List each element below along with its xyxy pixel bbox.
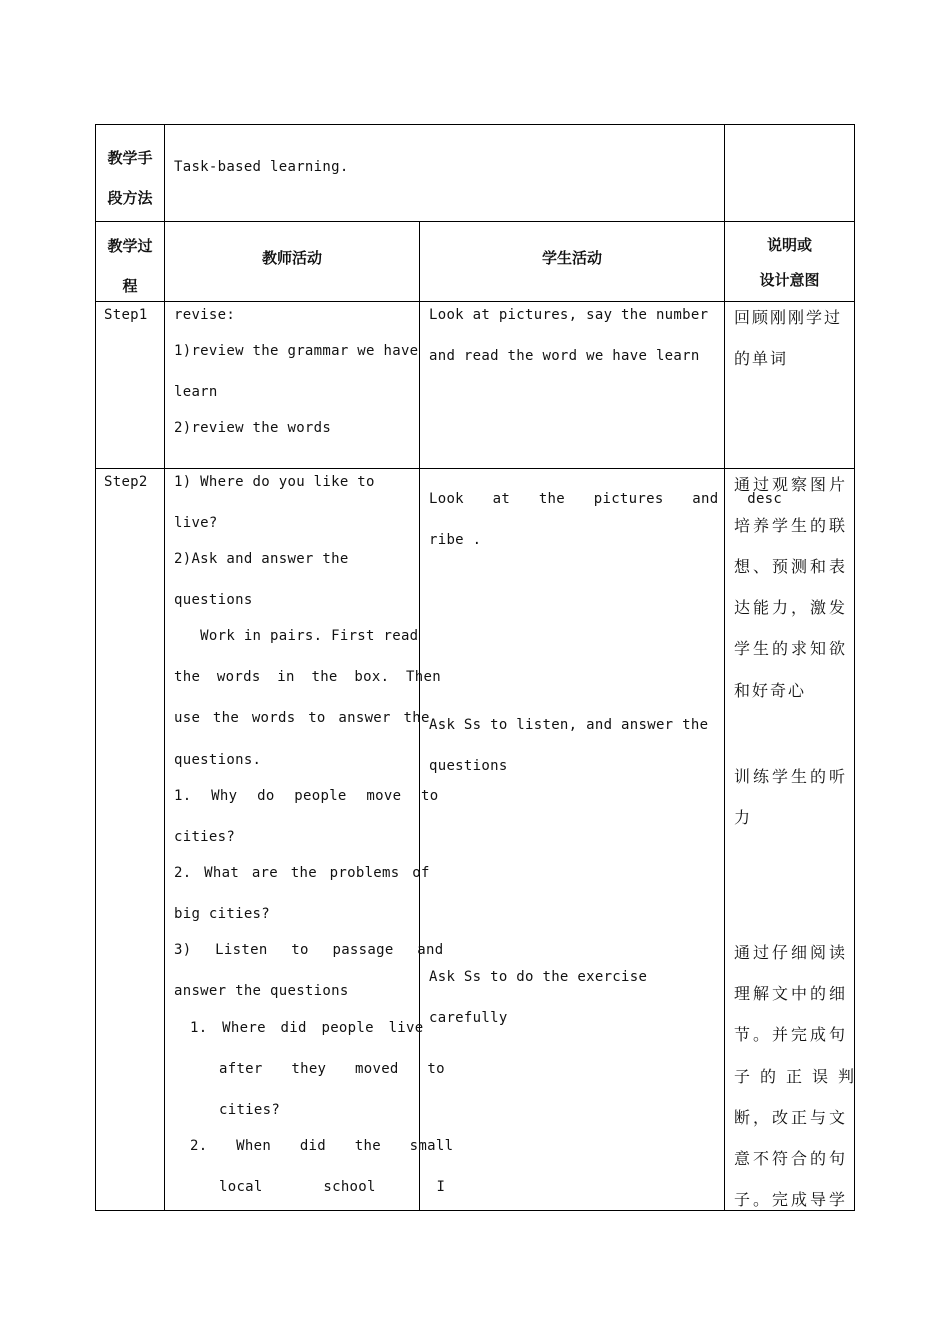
table-border-step1 (95, 468, 855, 469)
step2-note-line: 断，改正与文 (734, 1108, 849, 1127)
step2-teacher-line: 2. What are the problems of (174, 865, 430, 881)
step2-teacher-line: 1) Where do you like to (174, 474, 375, 490)
step2-teacher-line: cities? (219, 1102, 281, 1118)
step2-teacher-line: big cities? (174, 906, 271, 922)
step1-teacher-line: learn (174, 384, 218, 400)
step2-note-line: 培养学生的联 (734, 516, 849, 535)
step2-teacher-line: 1. Where did people live (190, 1020, 424, 1036)
header-process-line2: 程 (122, 277, 138, 295)
step1-note-line: 的单词 (734, 349, 789, 368)
step2-student-line: Ask Ss to listen, and answer the (429, 717, 709, 733)
header-teacher-activity: 教师活动 (261, 249, 322, 267)
step2-teacher-line: after they moved to (219, 1061, 445, 1077)
step2-note-line: 意不符合的句 (734, 1149, 849, 1168)
header-student-activity: 学生活动 (541, 249, 602, 267)
step2-note-line: 通过仔细阅读 (734, 943, 849, 962)
header-design-intent-line1: 说明或 (766, 236, 812, 254)
step2-teacher-line: cities? (174, 829, 236, 845)
method-content: Task-based learning. (174, 159, 349, 175)
step2-note-line: 力 (734, 808, 753, 827)
step2-teacher-line: the words in the box. Then (174, 669, 441, 685)
table-border-right (854, 124, 855, 1211)
step2-student-line: ribe . (429, 532, 482, 548)
step2-teacher-line: live? (174, 515, 218, 531)
step1-student-line: and read the word we have learn (429, 348, 700, 364)
method-label-line2: 段方法 (107, 189, 153, 207)
step2-note-line: 和好奇心 (734, 681, 807, 700)
step2-note-line: 达能力，激发 (734, 598, 849, 617)
step2-note-line: 训练学生的听 (734, 767, 849, 786)
step1-teacher-line: 2)review the words (174, 420, 332, 436)
header-process-line1: 教学过 (107, 237, 153, 255)
step2-teacher-line: 1. Why do people move to (174, 788, 439, 804)
step1-teacher-line: 1)review the grammar we have (174, 343, 419, 359)
step2-teacher-line: answer the questions (174, 983, 349, 999)
method-label-line1: 教学手 (107, 149, 153, 167)
step2-note-line: 子。完成导学 (734, 1190, 849, 1209)
step2-teacher-line: Work in pairs. First read (174, 628, 419, 644)
step2-note-line: 想、预测和表 (734, 557, 849, 576)
step2-note-line: 通过观察图片 (734, 475, 849, 494)
step1-label: Step1 (104, 307, 148, 323)
step2-note-line: 子的正误判 (734, 1067, 865, 1086)
step2-teacher-line: local school I (219, 1179, 446, 1195)
step1-note-line: 回顾刚刚学过 (734, 308, 843, 327)
table-border-header (95, 301, 855, 302)
step2-teacher-line: use the words to answer the (174, 710, 430, 726)
step2-student-line: Ask Ss to do the exercise (429, 969, 648, 985)
header-design-intent (725, 228, 854, 298)
header-process (96, 226, 164, 306)
step2-note-line: 节。并完成句 (734, 1025, 849, 1044)
step2-teacher-line: 2)Ask and answer the (174, 551, 349, 567)
table-border-bottom (95, 1210, 855, 1211)
step2-student-line: Look at the pictures and desc (429, 491, 783, 507)
step2-label: Step2 (104, 474, 148, 490)
table-border-top (95, 124, 855, 125)
table-col-divider-1 (164, 124, 165, 1211)
step2-student-line: carefully (429, 1010, 508, 1026)
table-border-row1 (95, 221, 855, 222)
step2-teacher-line: questions (174, 592, 253, 608)
step2-teacher-line: 3) Listen to passage and (174, 942, 444, 958)
step2-teacher-line: questions. (174, 752, 262, 768)
step2-note-line: 学生的求知欲 (734, 639, 849, 658)
step2-teacher-line: 2. When did the small (190, 1138, 454, 1154)
step2-student-line: questions (429, 758, 508, 774)
step1-student-line: Look at pictures, say the number (429, 307, 709, 323)
step1-teacher-line: revise: (174, 307, 236, 323)
header-design-intent-line2: 设计意图 (759, 271, 820, 289)
step2-note-line: 理解文中的细 (734, 984, 849, 1003)
method-label (96, 138, 164, 218)
